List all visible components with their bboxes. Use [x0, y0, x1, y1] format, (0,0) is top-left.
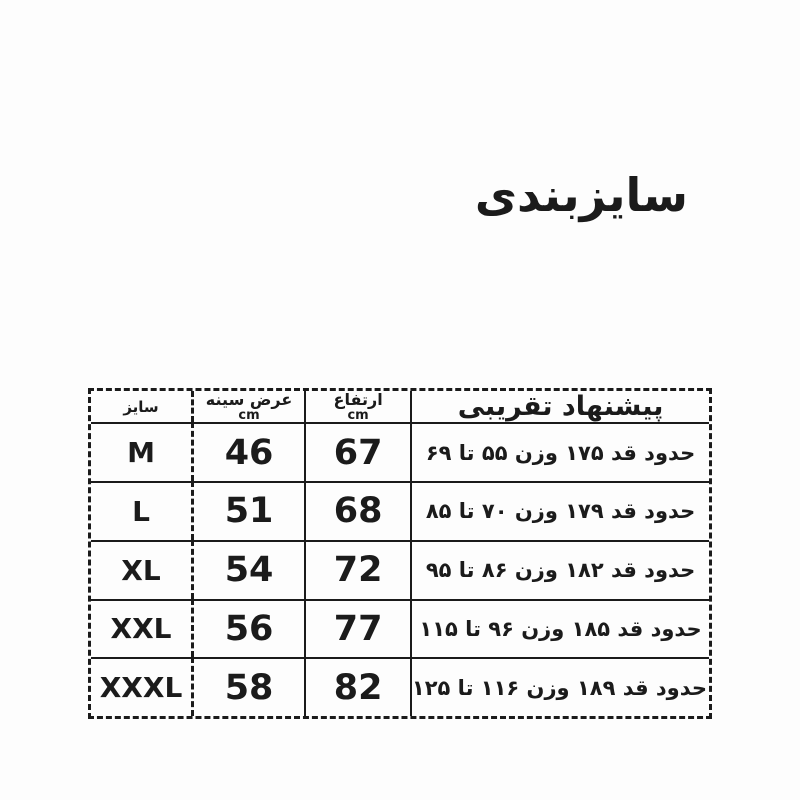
size-cell: L — [91, 481, 191, 540]
size-cell: XXL — [91, 599, 191, 658]
height-cell: 67 — [304, 422, 410, 481]
height-cell: 68 — [304, 481, 410, 540]
table-row — [91, 481, 709, 540]
chest-cell: 51 — [191, 481, 304, 540]
column-header-chest-unit: cm — [238, 408, 260, 423]
column-header-chest — [191, 391, 304, 422]
suggestion-cell: حدود قد ۱۸۵ وزن ۹۶ تا ۱۱۵ — [410, 599, 709, 658]
column-header-height-unit: cm — [347, 408, 369, 423]
height-cell: 82 — [304, 657, 410, 716]
column-header-height-label: ارتفاع — [333, 391, 383, 409]
chest-cell: 58 — [191, 657, 304, 716]
height-cell: 72 — [304, 540, 410, 599]
table-row — [91, 599, 709, 658]
table-row — [91, 657, 709, 716]
page-title: سایزبندی — [474, 168, 688, 222]
height-cell: 77 — [304, 599, 410, 658]
suggestion-cell: حدود قد ۱۸۹ وزن ۱۱۶ تا ۱۲۵ — [410, 657, 709, 716]
size-cell: M — [91, 422, 191, 481]
suggestion-cell: حدود قد ۱۷۵ وزن ۵۵ تا ۶۹ — [410, 422, 709, 481]
column-header-size: سایز — [123, 397, 159, 416]
chest-cell: 46 — [191, 422, 304, 481]
size-table-container — [88, 388, 712, 719]
chest-cell: 54 — [191, 540, 304, 599]
table-row — [91, 540, 709, 599]
chest-cell: 56 — [191, 599, 304, 658]
column-header-height — [304, 391, 410, 422]
suggestion-cell: حدود قد ۱۷۹ وزن ۷۰ تا ۸۵ — [410, 481, 709, 540]
column-header-chest-label: عرض سینه — [205, 391, 293, 409]
table-row — [91, 422, 709, 481]
size-cell: XL — [91, 540, 191, 599]
size-table — [91, 391, 709, 716]
column-header-suggestion: پیشنهاد تقریبی — [410, 391, 709, 422]
suggestion-cell: حدود قد ۱۸۲ وزن ۸۶ تا ۹۵ — [410, 540, 709, 599]
header-row — [91, 391, 709, 422]
size-cell: XXXL — [91, 657, 191, 716]
